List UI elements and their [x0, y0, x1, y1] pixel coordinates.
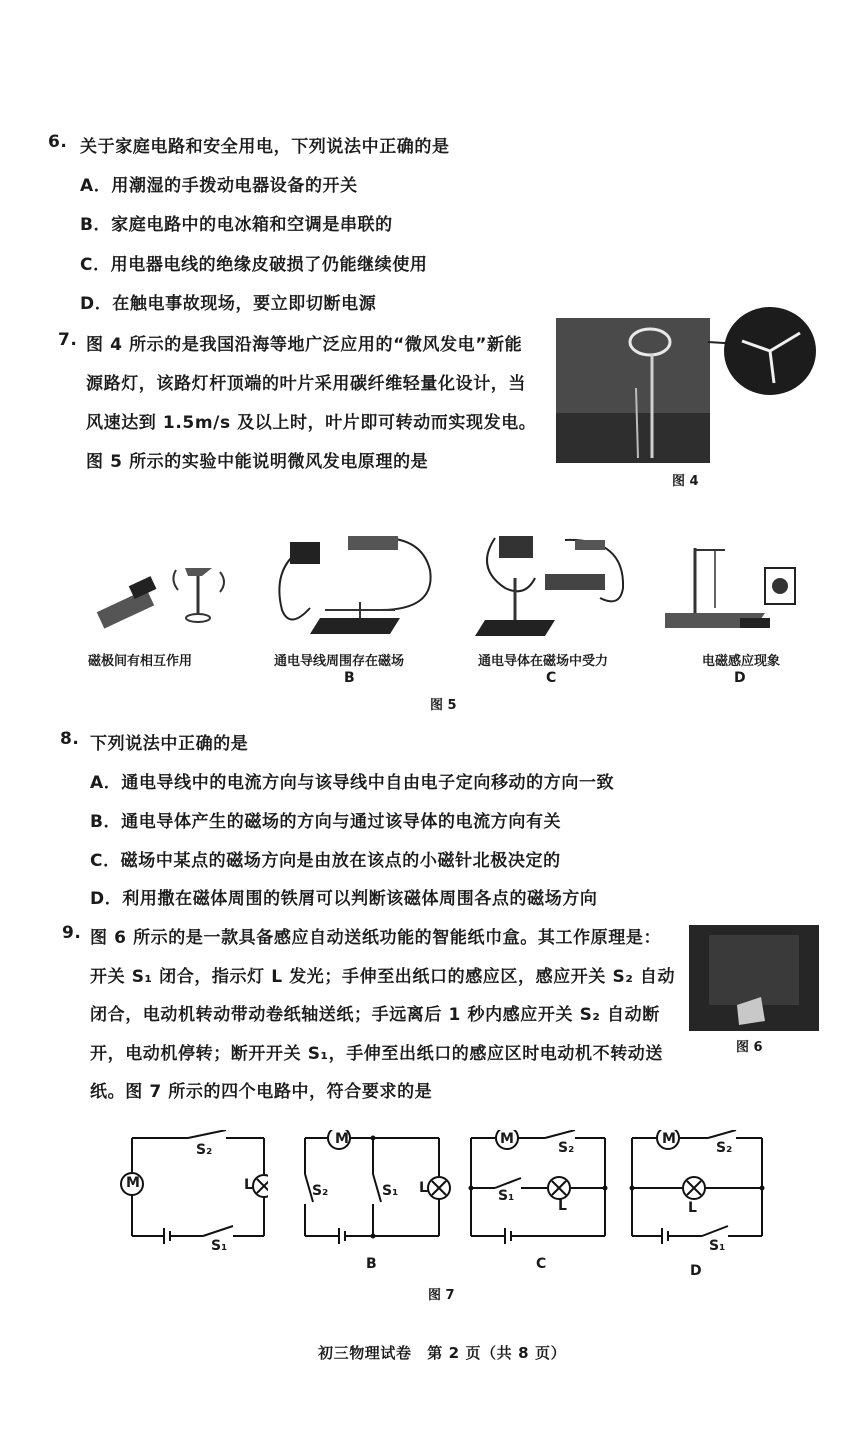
circuit-a-motor-label: M: [126, 1175, 140, 1191]
fig5-c-letter: C: [546, 670, 557, 686]
circuit-d-letter: D: [690, 1263, 702, 1279]
figure-4-photo: [556, 318, 710, 463]
q6-option-c: C．用电器电线的绝缘皮破损了仍能继续使用: [80, 255, 428, 275]
circuit-c-s2-label: S₂: [558, 1140, 575, 1156]
q8-option-d: D．利用撒在磁体周围的铁屑可以判断该磁体周围各点的磁场方向: [90, 889, 598, 909]
q9-line-1: 图 6 所示的是一款具备感应自动送纸功能的智能纸巾盒。其工作原理是：: [90, 928, 662, 948]
q8-option-c: C．磁场中某点的磁场方向是由放在该点的小磁针北极决定的: [90, 851, 561, 871]
q7-line-2: 源路灯，该路灯杆顶端的叶片采用碳纤维轻量化设计，当: [86, 374, 526, 394]
figure-6-photo: [689, 925, 819, 1031]
q9-line-2: 开关 S₁ 闭合，指示灯 L 发光；手伸至出纸口的感应区，感应开关 S₂ 自动: [90, 967, 676, 987]
circuit-d-diagram: [624, 1130, 774, 1250]
circuit-a-s2-label: S₂: [196, 1142, 213, 1158]
q9-line-5: 纸。图 7 所示的四个电路中，符合要求的是: [90, 1082, 433, 1102]
circuit-a-lamp-label: L: [244, 1177, 253, 1193]
q7-line-4: 图 5 所示的实验中能说明微风发电原理的是: [86, 452, 429, 472]
circuit-b-motor-label: M: [335, 1131, 349, 1147]
q7-number: 7.: [58, 330, 78, 350]
q8-option-b: B．通电导体产生的磁场的方向与通过该导体的电流方向有关: [90, 812, 562, 832]
circuit-d-lamp-label: L: [688, 1200, 697, 1216]
q9-line-3: 闭合，电动机转动带动卷纸轴送纸；手远离后 1 秒内感应开关 S₂ 自动断: [90, 1005, 660, 1025]
fig5-c-apparatus-icon: [475, 528, 635, 638]
circuit-a-s1-label: S₁: [211, 1238, 228, 1254]
fig5-b-caption: 通电导线周围存在磁场: [274, 654, 405, 669]
q8-stem: 下列说法中正确的是: [90, 734, 249, 754]
circuit-c-s1-label: S₁: [498, 1188, 515, 1204]
q9-number: 9.: [62, 923, 82, 943]
circuit-d-s1-label: S₁: [709, 1238, 726, 1254]
q6-option-b: B．家庭电路中的电冰箱和空调是串联的: [80, 215, 393, 235]
circuit-d-motor-label: M: [662, 1131, 676, 1147]
q6-stem: 关于家庭电路和安全用电，下列说法中正确的是: [80, 137, 450, 157]
circuit-c-diagram: [465, 1130, 615, 1250]
figure-7-caption: 图 7: [428, 1288, 455, 1303]
circuit-c-letter: C: [536, 1256, 547, 1272]
turbine-closeup-icon: [722, 303, 818, 399]
q6-number: 6.: [48, 132, 68, 152]
q6-option-d: D．在触电事故现场，要立即切断电源: [80, 294, 377, 314]
q7-line-1: 图 4 所示的是我国沿海等地广泛应用的“微风发电”新能: [86, 335, 523, 355]
circuit-c-lamp-label: L: [558, 1198, 567, 1214]
q8-number: 8.: [60, 729, 80, 749]
circuit-b-s1-label: S₁: [382, 1183, 399, 1199]
figure-6-caption: 图 6: [736, 1040, 763, 1055]
circuit-b-s2-label: S₂: [312, 1183, 329, 1199]
fig5-b-letter: B: [344, 670, 355, 686]
page-footer: 初三物理试卷 第 2 页（共 8 页）: [318, 1344, 567, 1362]
circuit-b-lamp-label: L: [419, 1180, 428, 1196]
figure-4-caption: 图 4: [672, 474, 699, 489]
q6-option-a: A．用潮湿的手拨动电器设备的开关: [80, 176, 358, 196]
circuit-d-s2-label: S₂: [716, 1140, 733, 1156]
fig5-c-caption: 通电导体在磁场中受力: [478, 654, 609, 669]
fig5-a-caption: 磁极间有相互作用: [88, 654, 193, 669]
fig5-d-caption: 电磁感应现象: [702, 654, 781, 669]
fig5-d-apparatus-icon: [665, 528, 815, 638]
q7-line-3: 风速达到 1.5m/s 及以上时，叶片即可转动而实现发电。: [86, 413, 537, 433]
circuit-b-letter: B: [366, 1256, 377, 1272]
circuit-c-motor-label: M: [500, 1131, 514, 1147]
fig5-d-letter: D: [734, 670, 746, 686]
figure-5-caption: 图 5: [430, 698, 457, 713]
q9-line-4: 开，电动机停转；断开开关 S₁，手伸至出纸口的感应区时电动机不转动送: [90, 1044, 664, 1064]
q8-option-a: A．通电导线中的电流方向与该导线中自由电子定向移动的方向一致: [90, 773, 615, 793]
fig5-magnets-icon: [90, 560, 230, 640]
fig5-b-apparatus-icon: [270, 530, 440, 640]
